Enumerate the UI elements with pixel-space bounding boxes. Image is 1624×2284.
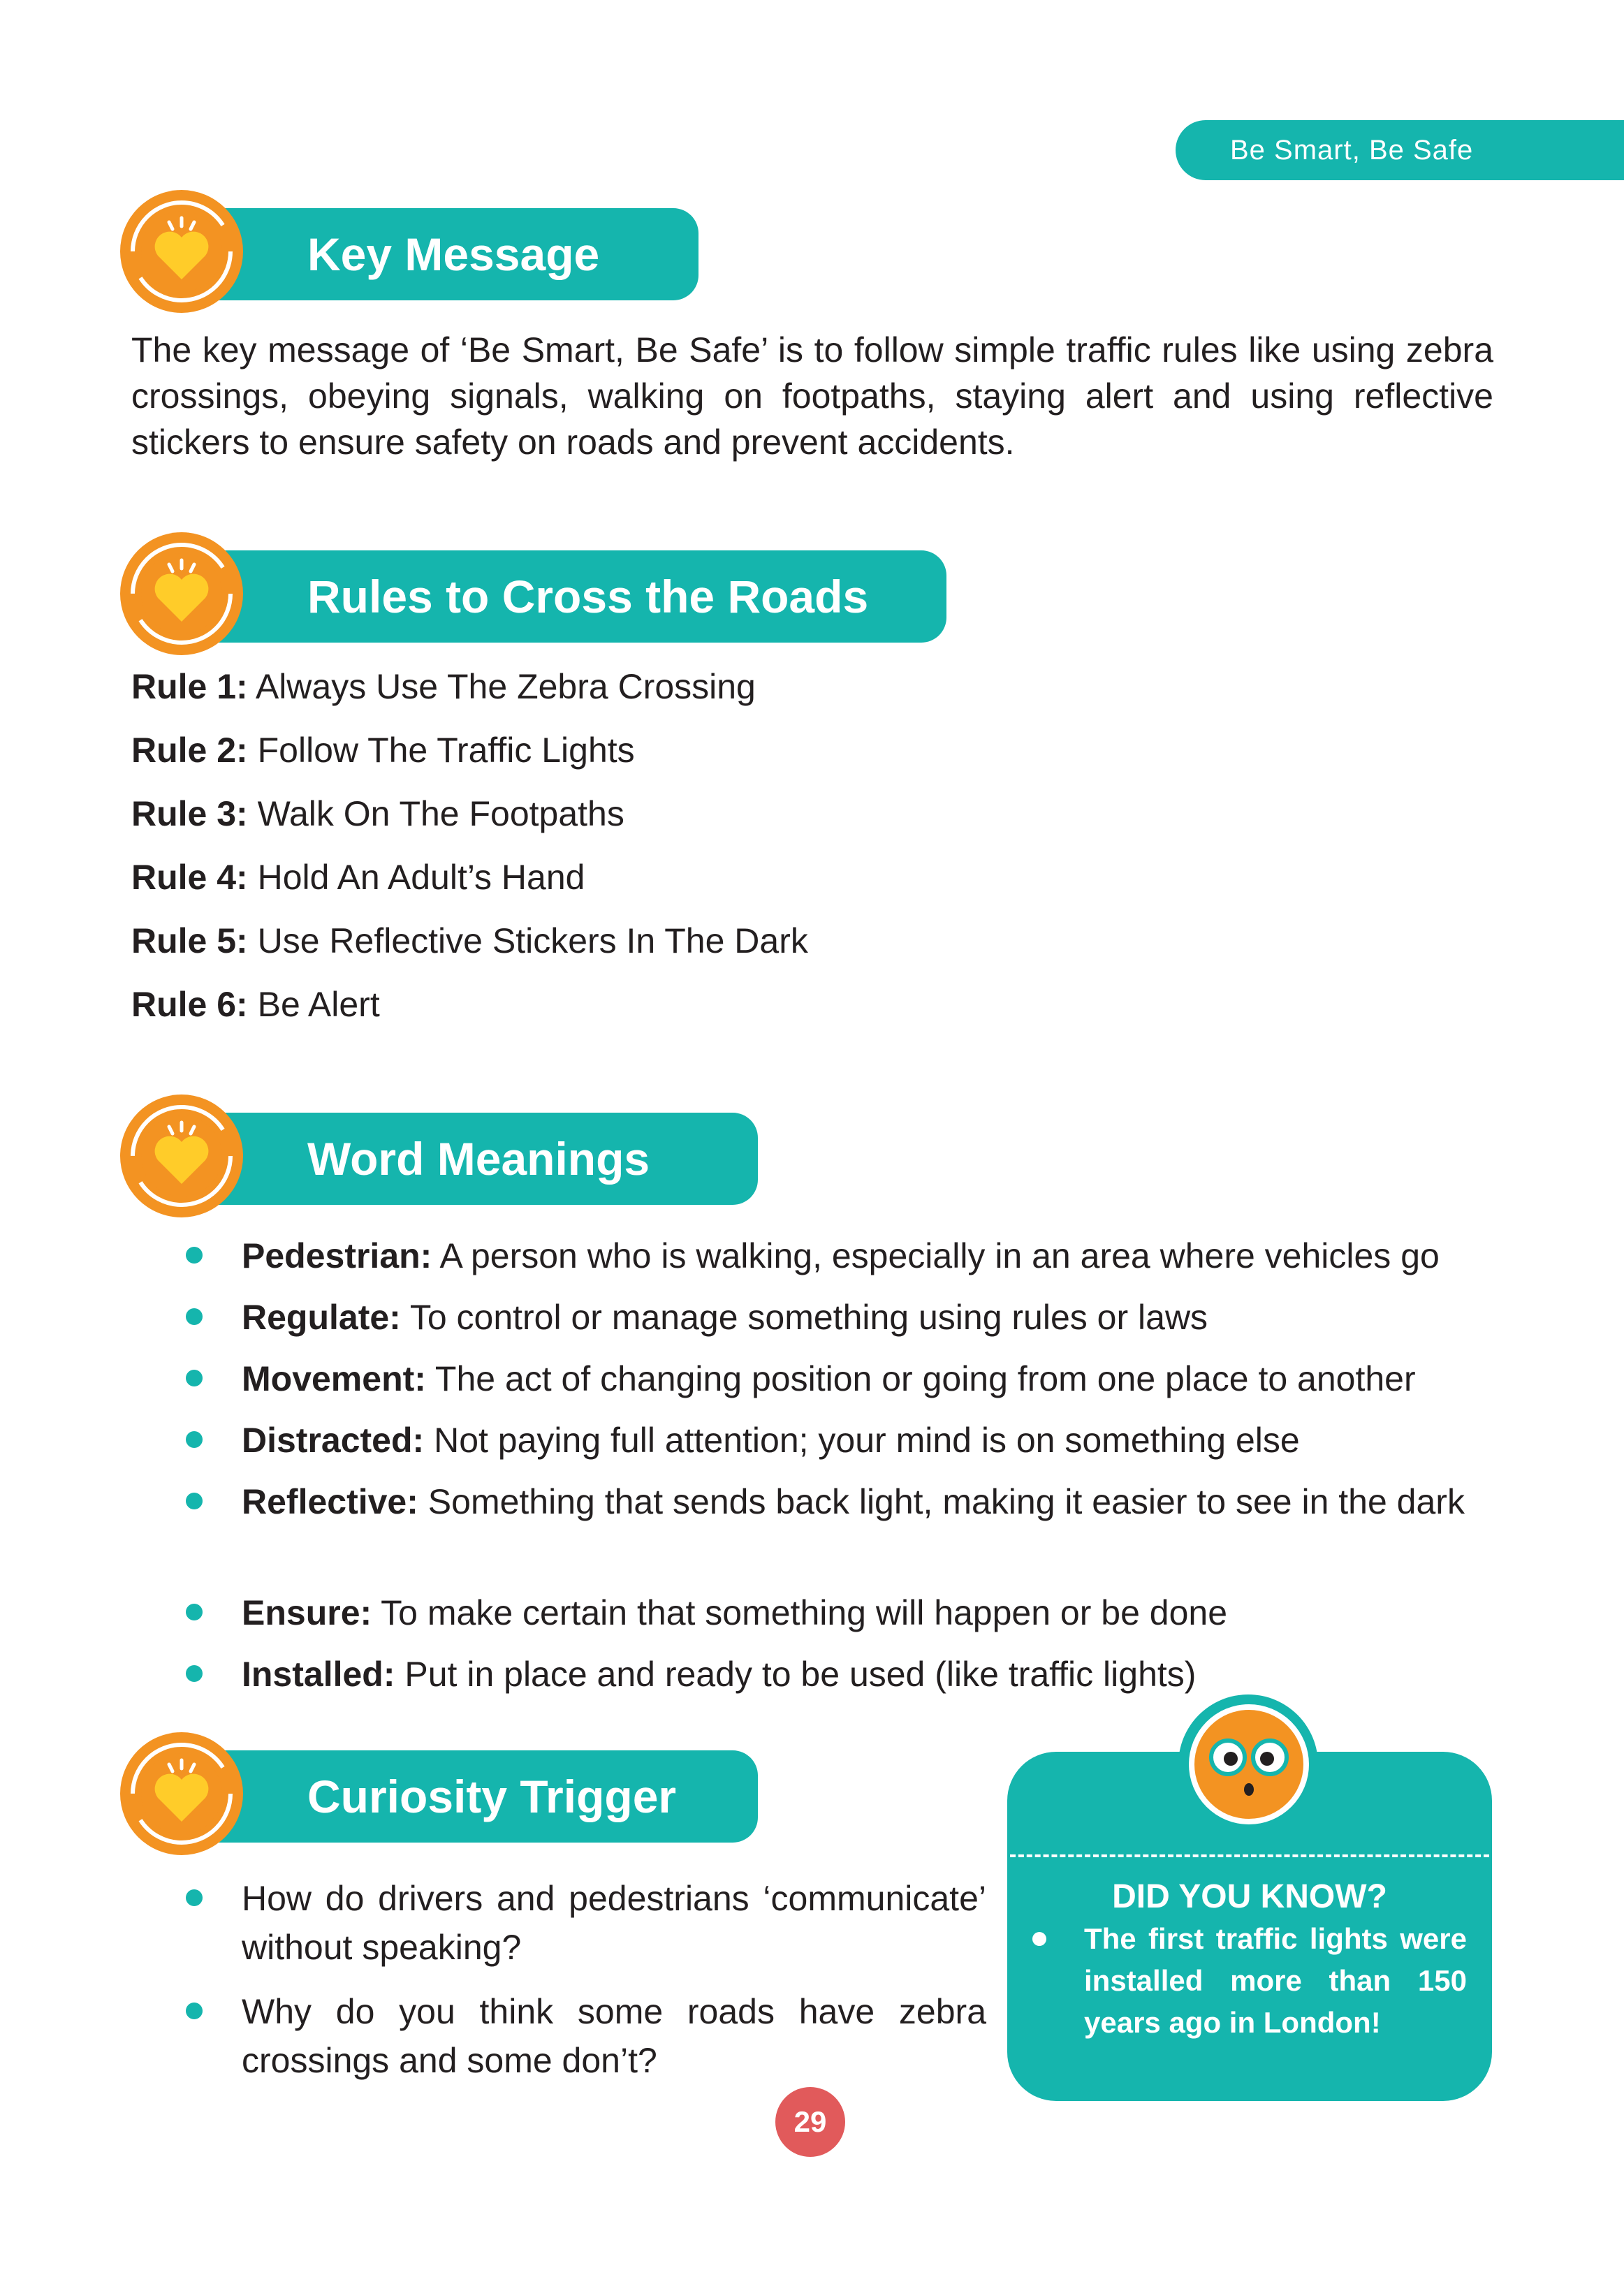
- list-item: Installed: Put in place and ready to be used (like traffic lights): [186, 1650, 1495, 1699]
- bullet-icon: [186, 1308, 203, 1325]
- list-item: Rule 4: Hold An Adult’s Hand: [131, 858, 585, 897]
- bullet-icon: [186, 1370, 203, 1386]
- list-item: Rule 1: Always Use The Zebra Crossing: [131, 667, 756, 706]
- key-message-text: The key message of ‘Be Smart, Be Safe’ is to follow simple traffic rules like using zebra crossings, obeying signals, walking on footpaths, staying alert and using reflective stickers to ensure safety on roads and prevent accidents.: [131, 330, 1493, 462]
- section-title: Word Meanings: [210, 1113, 758, 1205]
- list-item: Rule 5: Use Reflective Stickers In The Dark: [131, 921, 808, 960]
- bullet-icon: [186, 2003, 203, 2019]
- chapter-tab: Be Smart, Be Safe: [1176, 120, 1624, 180]
- list-item: Ensure: To make certain that something will happen or be done: [186, 1588, 1495, 1637]
- heart-badge-icon: [119, 1093, 244, 1219]
- owl-face-icon: [1187, 1703, 1310, 1826]
- section-title: Key Message: [210, 208, 698, 300]
- bullet-icon: [186, 1493, 203, 1509]
- bullet-icon: [186, 1431, 203, 1448]
- bullet-icon: [1032, 1932, 1046, 1946]
- list-item: Reflective: Something that sends back light, making it easier to see in the dark: [186, 1477, 1495, 1526]
- list-item: Why do you think some roads have zebra crossings and some don’t?: [186, 1987, 986, 2085]
- list-item: How do drivers and pedestrians ‘communicate’ without speaking?: [186, 1874, 986, 1972]
- did-you-know-title: DID YOU KNOW?: [1112, 1878, 1387, 1915]
- bullet-icon: [186, 1604, 203, 1620]
- did-you-know-text: The first traffic lights were installed more than 150 years ago in London!: [1084, 1922, 1467, 2039]
- list-item: Pedestrian: A person who is walking, especially in an area where vehicles go: [186, 1231, 1495, 1280]
- section-title: Rules to Cross the Roads: [210, 550, 946, 643]
- page-number: 29: [775, 2087, 845, 2157]
- divider: [1010, 1854, 1489, 1857]
- list-item: Rule 3: Walk On The Footpaths: [131, 794, 624, 833]
- bullet-icon: [186, 1889, 203, 1906]
- heart-badge-icon: [119, 531, 244, 657]
- section-title: Curiosity Trigger: [210, 1750, 758, 1843]
- list-item: Rule 2: Follow The Traffic Lights: [131, 731, 635, 770]
- bullet-icon: [186, 1247, 203, 1264]
- bullet-icon: [186, 1665, 203, 1682]
- list-item: Regulate: To control or manage something using rules or laws: [186, 1293, 1495, 1342]
- list-item: Distracted: Not paying full attention; your mind is on something else: [186, 1416, 1495, 1465]
- heart-badge-icon: [119, 189, 244, 314]
- list-item: Rule 6: Be Alert: [131, 985, 380, 1024]
- heart-badge-icon: [119, 1731, 244, 1857]
- list-item: Movement: The act of changing position or going from one place to another: [186, 1354, 1495, 1403]
